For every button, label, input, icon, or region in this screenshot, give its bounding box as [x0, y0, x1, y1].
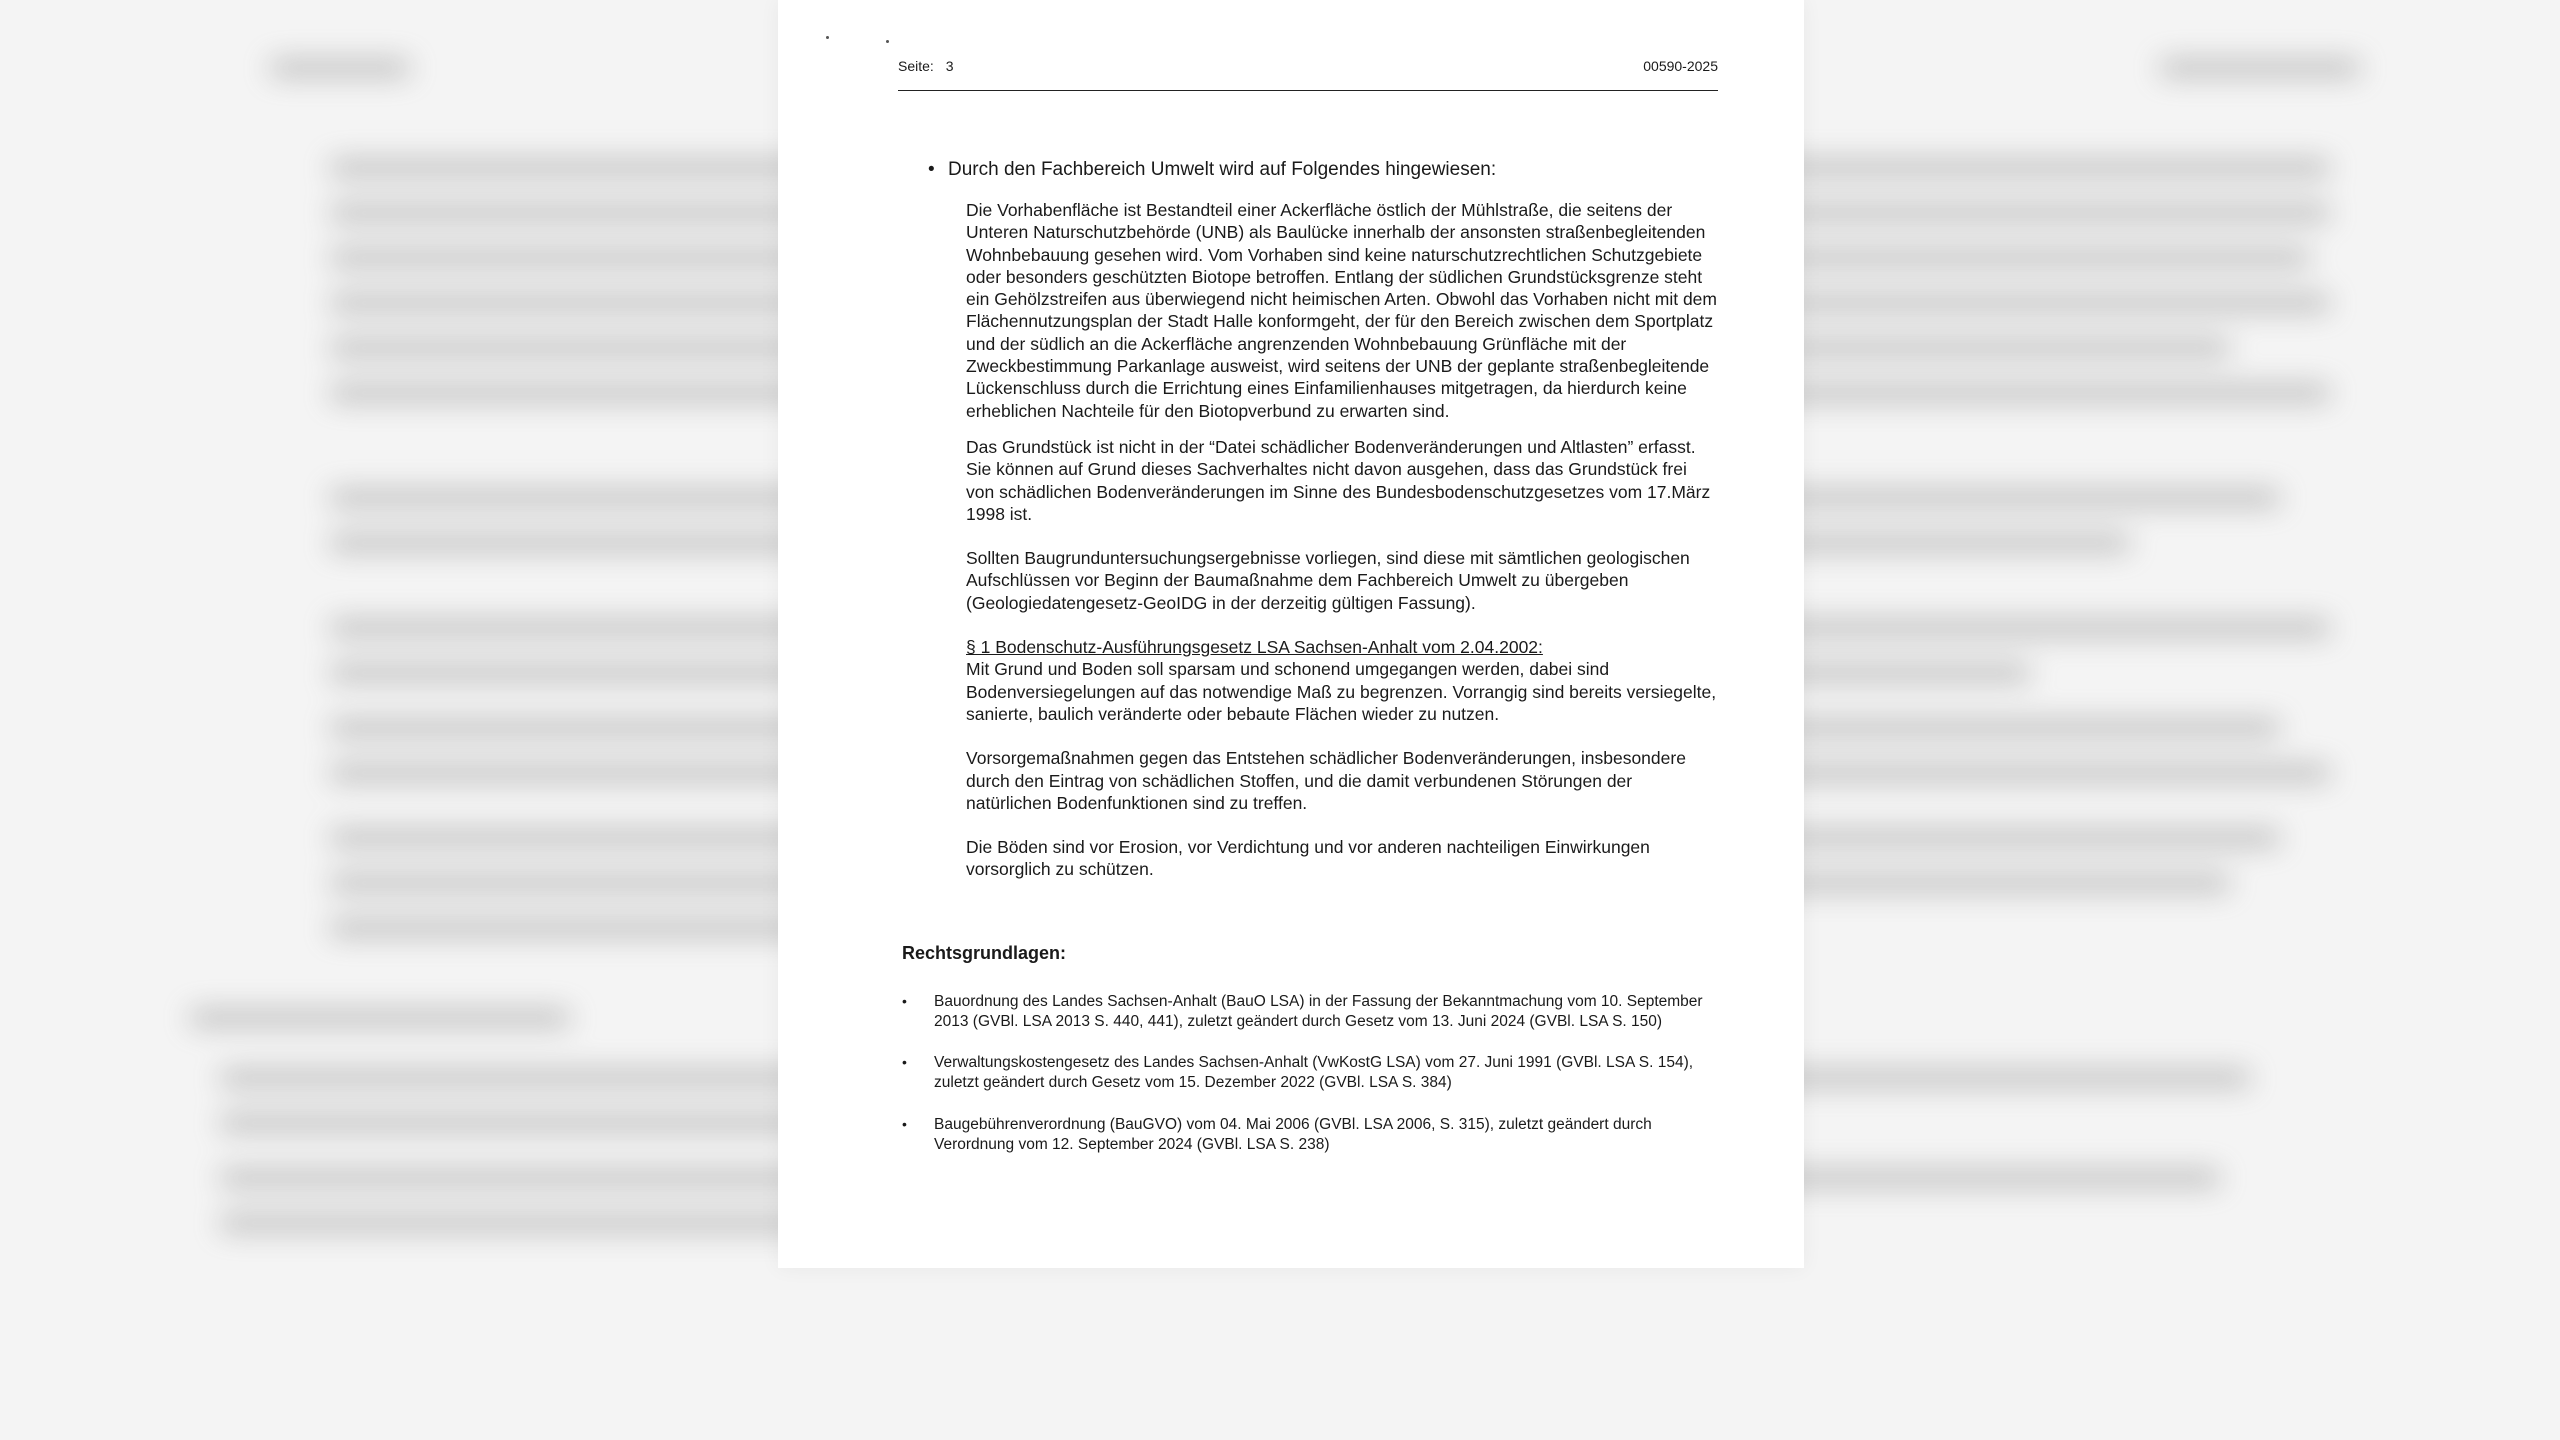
legal-item-text: Bauordnung des Landes Sachsen-Anhalt (BauO LSA) in der Fassung der Bekanntmachung vom 10. September 2013 (GVBl. LSA 2013 S. 440, 441), zuletzt geändert durch Gesetz vom 13. Juni 2024 (GVBl. LSA S. 150): [934, 992, 1703, 1030]
paragraph-soil-registry: Das Grundstück ist nicht in der “Datei schädlicher Bodenveränderungen und Altlasten” erfasst.: [966, 436, 1696, 457]
paragraph-precautions: Vorsorgemaßnahmen gegen das Entstehen schädlicher Bodenveränderungen, insbesondere durch den Eintrag von schädlichen Stoffen, und die damit verbundenen Störungen der natürlichen Bodenfunktionen sind zu treffen.: [966, 748, 1686, 813]
page-label: Seite:: [898, 58, 934, 74]
legal-item-text: Verwaltungskostengesetz des Landes Sachsen-Anhalt (VwKostG LSA) vom 27. Juni 1991 (GVBl. LSA S. 154), zuletzt geändert durch Gesetz vom 15. Dezember 2022 (GVBl. LSA S. 384): [934, 1054, 1694, 1092]
page-number-label: [898, 58, 954, 74]
document-number: 00590-2025: [1643, 58, 1718, 74]
bullet-icon: •: [928, 159, 935, 180]
legal-basis-list: [898, 992, 1718, 1155]
paragraph-law-text: Mit Grund und Boden soll sparsam und schonend umgegangen werden, dabei sind Bodenversiegelungen auf das notwendige Maß zu begrenzen. Vorrangig sind bereits versiegelte, sanierte, baulich veränderte oder bebaute Flächen wieder zu nutzen.: [966, 659, 1717, 724]
paragraph-soil-protection: Die Böden sind vor Erosion, vor Verdichtung und vor anderen nachteiligen Einwirkungen vorsorglich zu schützen.: [966, 837, 1650, 880]
paragraph-ground-investigation: Sollten Baugrunduntersuchungsergebnisse vorliegen, sind diese mit sämtlichen geologischen Aufschlüssen vor Beginn der Baumaßnahme dem Fachbereich Umwelt zu übergeben (Geologiedatengesetz-GeoIDG in der derzeitig gültigen Fassung).: [966, 548, 1690, 613]
intro-text: Durch den Fachbereich Umwelt wird auf Folgendes hingewiesen:: [948, 159, 1497, 180]
page-content: [898, 58, 1718, 1177]
bullet-icon: •: [902, 992, 907, 1009]
legal-item-text: Baugebührenverordnung (BauGVO) vom 04. Mai 2006 (GVBl. LSA 2006, S. 315), zuletzt geändert durch Verordnung vom 12. September 2024 (GVBl. LSA S. 238): [934, 1115, 1652, 1153]
intro-bullet: [898, 159, 1718, 181]
bullet-icon: •: [902, 1054, 907, 1071]
legal-basis-title: Rechtsgrundlagen:: [902, 942, 1067, 963]
bullet-icon: •: [902, 1115, 907, 1132]
page-header: [898, 58, 1718, 91]
document-page: [778, 0, 1804, 1268]
list-item: [898, 992, 1718, 1032]
paragraph-site-description: Die Vorhabenfläche ist Bestandteil einer Ackerfläche östlich der Mühlstraße, die seitens der Unteren Naturschutzbehörde (UNB) als Baulücke innerhalb der ansonsten straßenbegleitenden Wohnbebauung gesehen wird. Vom Vorhaben sind keine naturschutzrechtlichen Schutzgebiete oder besonders geschützten Biotope betroffen. Entlang der südlichen Grundstücksgrenze steht ein Gehölzstreifen aus überwiegend nicht heimischen Arten. Obwohl das Vorhaben nicht mit dem Flächennutzungsplan der Stadt Halle konformgeht, der für den Bereich zwischen dem Sportplatz und der südlich an die Ackerfläche angrenzenden Wohnbebauung Grünfläche mit der Zweckbestimmung Parkanlage ausweist, wird seitens der UNB der geplante straßenbegleitende Lückenschluss durch die Errichtung eines Einfamilienhauses mitgetragen, da hierdurch keine erheblichen Nachteile für den Biotopverbund zu erwarten sind.: [966, 200, 1717, 421]
scan-speck: [826, 36, 829, 39]
list-item: [898, 1115, 1718, 1155]
environment-notes: [966, 199, 1718, 881]
paragraph-soil-warning: Sie können auf Grund dieses Sachverhaltes nicht davon ausgehen, dass das Grundstück frei von schädlichen Bodenveränderungen im Sinne des Bundesbodenschutzgesetzes vom 17.März 1998 ist.: [966, 459, 1711, 524]
page-number: 3: [945, 58, 954, 74]
list-item: [898, 1053, 1718, 1093]
paragraph-law-title: § 1 Bodenschutz-Ausführungsgesetz LSA Sachsen-Anhalt vom 2.04.2002:: [966, 637, 1543, 658]
scan-speck: [886, 40, 889, 43]
